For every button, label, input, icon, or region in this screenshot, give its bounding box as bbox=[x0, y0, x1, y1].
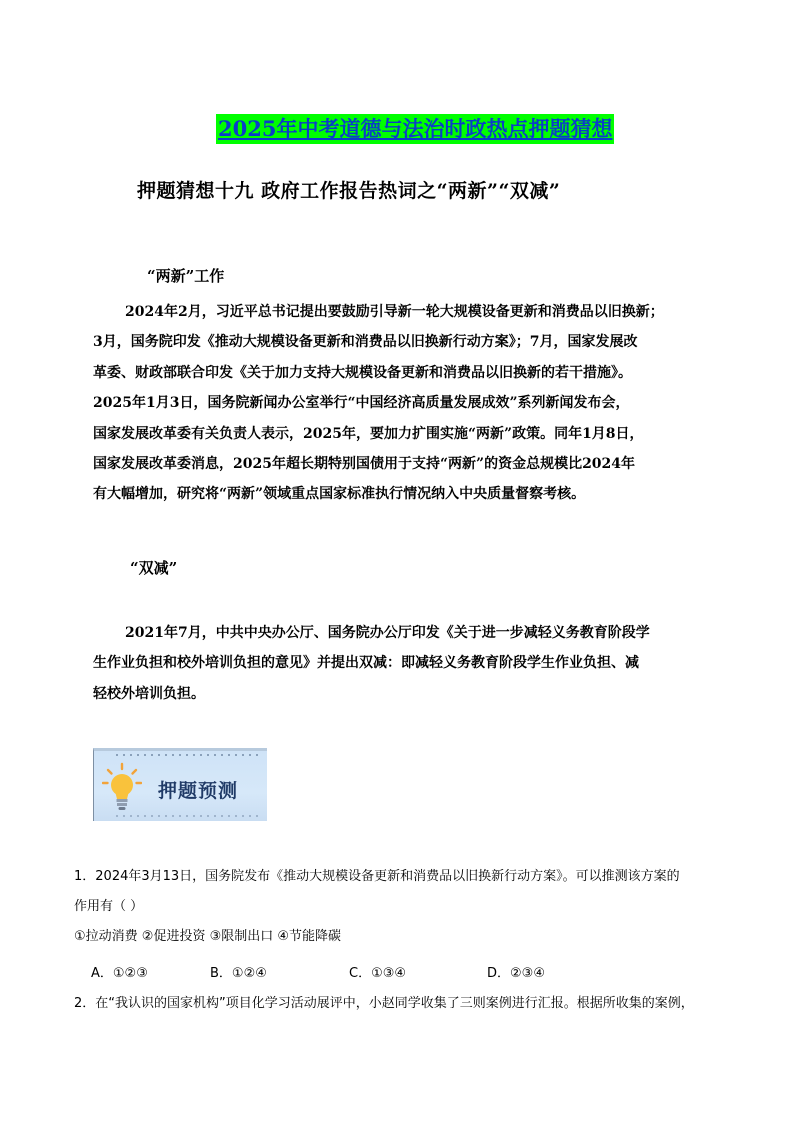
paragraph-line: 轻校外培训负担。 bbox=[93, 685, 205, 702]
page-main-title: 2025年中考道德与法治时政热点押题猜想 bbox=[216, 114, 614, 144]
question-1 bbox=[74, 862, 734, 952]
paragraph-line: 2021年7月，中共中央办公厅、国务院办公厅印发《关于进一步减轻义务教育阶段学 bbox=[125, 625, 650, 641]
question-1-option-c[interactable]: C．①③④ bbox=[349, 966, 407, 981]
question-2-stem-line: 2．在“我认识的国家机构”项目化学习活动展评中，小赵同学收集了三则案例进行汇报。根据所收集的案例， bbox=[74, 996, 694, 1011]
question-2 bbox=[74, 989, 734, 1019]
question-1-option-a[interactable]: A．①②③ bbox=[91, 966, 148, 981]
section-paragraph-liangxin bbox=[93, 297, 725, 510]
banner-dots-bottom bbox=[116, 815, 261, 817]
question-1-option-d[interactable]: D．②③④ bbox=[487, 966, 545, 981]
paragraph-line: 国家发展改革委有关负责人表示，2025年，要加力扩围实施“两新”政策。同年1月8日， bbox=[93, 425, 644, 442]
question-1-option-b[interactable]: B．①②④ bbox=[210, 966, 267, 981]
paragraph-line: 3月，国务院印发《推动大规模设备更新和消费品以旧换新行动方案》；7月，国家发展改 bbox=[93, 334, 638, 351]
paragraph-line: 国家发展改革委消息，2025年超长期特别国债用于支持“两新”的资金总规模比2024年 bbox=[93, 456, 636, 473]
paragraph-line: 2025年1月3日，国务院新闻办公室举行“中国经济高质量发展成效”系列新闻发布会， bbox=[93, 395, 630, 412]
question-1-stem-line: 1．2024年3月13日，国务院发布《推动大规模设备更新和消费品以旧换新行动方案》。可以推测该方案的 bbox=[74, 869, 680, 884]
banner-dots-top bbox=[116, 754, 261, 756]
section-heading-liangxin: “两新”工作 bbox=[147, 267, 225, 285]
paragraph-line: 有大幅增加，研究将“两新”领域重点国家标准执行情况纳入中央质量督察考核。 bbox=[93, 486, 586, 503]
question-1-stem-line: 作用有（ ） bbox=[74, 899, 144, 914]
paragraph-line: 生作业负担和校外培训负担的意见》并提出双减：即减轻义务教育阶段学生作业负担、减 bbox=[93, 655, 639, 672]
prediction-banner bbox=[93, 748, 267, 821]
section-paragraph-shuangjian bbox=[93, 618, 725, 709]
paragraph-line: 革委、财政部联合印发《关于加力支持大规模设备更新和消费品以旧换新的若干措施》。 bbox=[93, 364, 632, 381]
section-heading-shuangjian: “双减” bbox=[130, 559, 178, 577]
paragraph-line: 2024年2月，习近平总书记提出要鼓励引导新一轮大规模设备更新和消费品以旧换新； bbox=[125, 304, 664, 320]
banner-label: 押题预测 bbox=[158, 780, 239, 802]
page-subtitle: 押题猜想十九 政府工作报告热词之“两新”“双减” bbox=[137, 180, 561, 202]
lightbulb-icon bbox=[102, 762, 142, 814]
question-1-statements: ①拉动消费 ②促进投资 ③限制出口 ④节能降碳 bbox=[74, 929, 342, 944]
